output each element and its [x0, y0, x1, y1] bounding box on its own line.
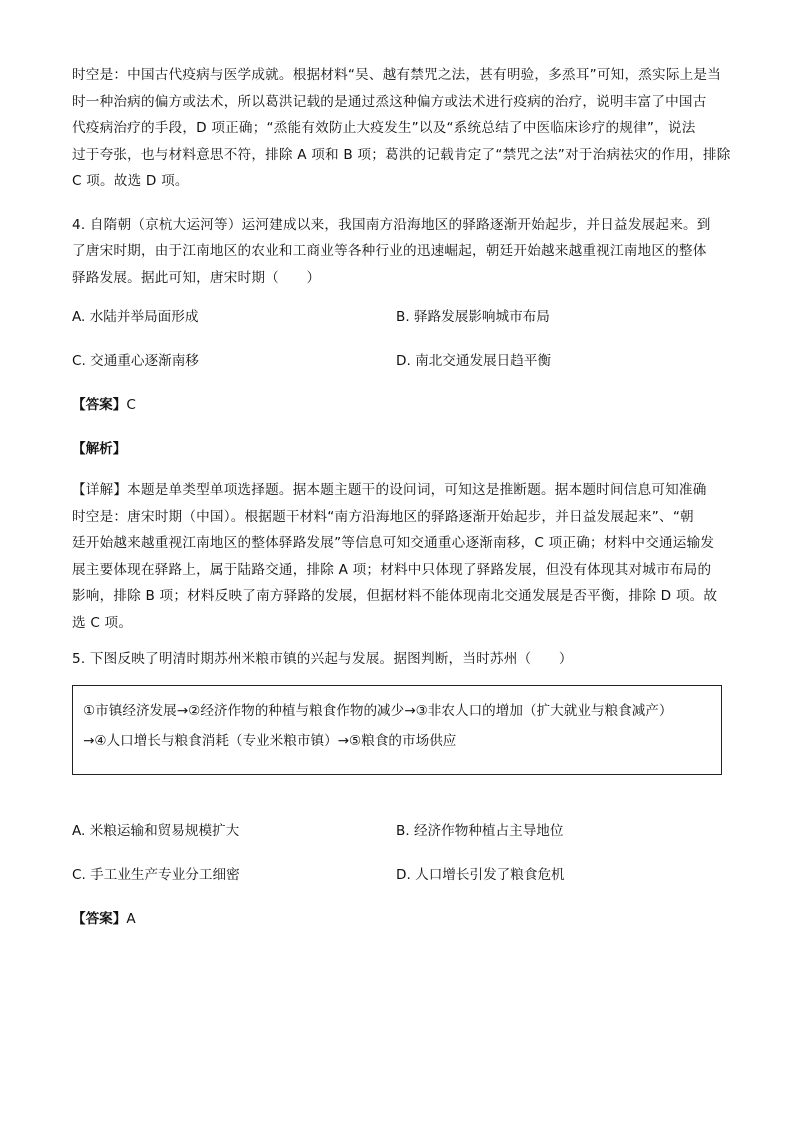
- answer-value: A: [126, 910, 136, 927]
- analysis-line: 时空是：中国古代疫病与医学成就。根据材料“吴、越有禁咒之法，甚有明验，多烝耳”可知，烝实际上是当: [72, 67, 721, 83]
- q5-option-c: C. 手工业生产专业分工细密: [72, 866, 240, 883]
- detail-line: 廷开始越来越重视江南地区的整体驿路发展”等信息可知交通重心逐渐南移，C 项正确；材料中交通运输发: [72, 535, 715, 551]
- q4-answer: [72, 394, 722, 416]
- analysis-line: 时一种治病的偏方或法术，所以葛洪记载的是通过烝这种偏方或法术进行疫病的治疗，说明丰富了中国古: [72, 93, 707, 110]
- q5-option-a: A. 米粮运输和贸易规模扩大: [72, 822, 240, 839]
- q4-option-b: B. 驿路发展影响城市布局: [396, 309, 550, 325]
- q4-analysis-label: 【解析】: [72, 441, 127, 457]
- detail-line: 影响，排除 B 项；材料反映了南方驿路的发展，但据材料不能体现南北交通发展是否平衡，排除 D 项。故: [72, 588, 718, 604]
- q4-option-a: A. 水陆并举局面形成: [72, 309, 199, 325]
- question-4-stem: [72, 212, 722, 292]
- detail-line: 时空是：唐宋时期（中国）。根据题干材料“南方沿海地区的驿路逐渐开始起步，并日益发展起来”、“朝: [72, 508, 694, 525]
- question-5-options-row-1: [72, 820, 722, 842]
- stem-line: 了唐宋时期，由于江南地区的农业和工商业等各种行业的迅速崛起，朝廷开始越来越重视江南地区的整体: [72, 243, 707, 259]
- question-5-stem: [72, 646, 722, 673]
- answer-label: 【答案】: [72, 910, 127, 927]
- analysis-line: C 项。故选 D 项。: [72, 173, 189, 189]
- flow-line: ①市镇经济发展→②经济作物的种植与粮食作物的减少→③非农人口的增加（扩大就业与粮食减产）: [83, 702, 673, 719]
- flow-line: →④人口增长与粮食消耗（专业米粮市镇）→⑤粮食的市场供应: [83, 732, 457, 749]
- q5-option-b: B. 经济作物种植占主导地位: [396, 822, 564, 839]
- q5-answer: [72, 908, 722, 930]
- answer-label: 【答案】: [72, 397, 127, 413]
- document-page: [72, 62, 731, 930]
- question-4-options-row-1: [72, 306, 722, 328]
- analysis-line: 代疫病治疗的手段，D 项正确；“烝能有效防止大疫发生”以及“系统总结了中医临床诊疗的规律”，说法: [72, 120, 696, 136]
- prev-question-analysis: [72, 62, 731, 195]
- question-5-options-row-2: [72, 864, 722, 886]
- q4-option-d: D. 南北交通发展日趋平衡: [396, 353, 552, 369]
- stem-line: 驿路发展。据此可知，唐宋时期（ ）: [72, 269, 321, 286]
- q4-option-c: C. 交通重心逐渐南移: [72, 353, 199, 369]
- analysis-line: 过于夸张，也与材料意思不符，排除 A 项和 B 项；葛洪的记载肯定了“禁咒之法”对于治病祛灾的作用，排除: [72, 146, 731, 163]
- detail-line: 选 C 项。: [72, 614, 133, 631]
- q5-option-d: D. 人口增长引发了粮食危机: [396, 866, 565, 883]
- question-4-options-row-2: [72, 350, 722, 372]
- stem-line: 5. 下图反映了明清时期苏州米粮市镇的兴起与发展。据图判断，当时苏州（ ）: [72, 651, 573, 667]
- q5-flow-diagram-box: [72, 685, 722, 775]
- detail-line: 展主要体现在驿路上，属于陆路交通，排除 A 项；材料中只体现了驿路发展，但没有体现其对城市布局的: [72, 561, 712, 578]
- detail-line: 【详解】本题是单类型单项选择题。据本题主题干的设问词，可知这是推断题。据本题时间信息可知准确: [72, 482, 707, 498]
- question-4-detail: [72, 477, 722, 636]
- answer-value: C: [126, 397, 136, 413]
- stem-line: 4. 自隋朝（京杭大运河等）运河建成以来，我国南方沿海地区的驿路逐渐开始起步，并日益发展起来。到: [72, 216, 711, 233]
